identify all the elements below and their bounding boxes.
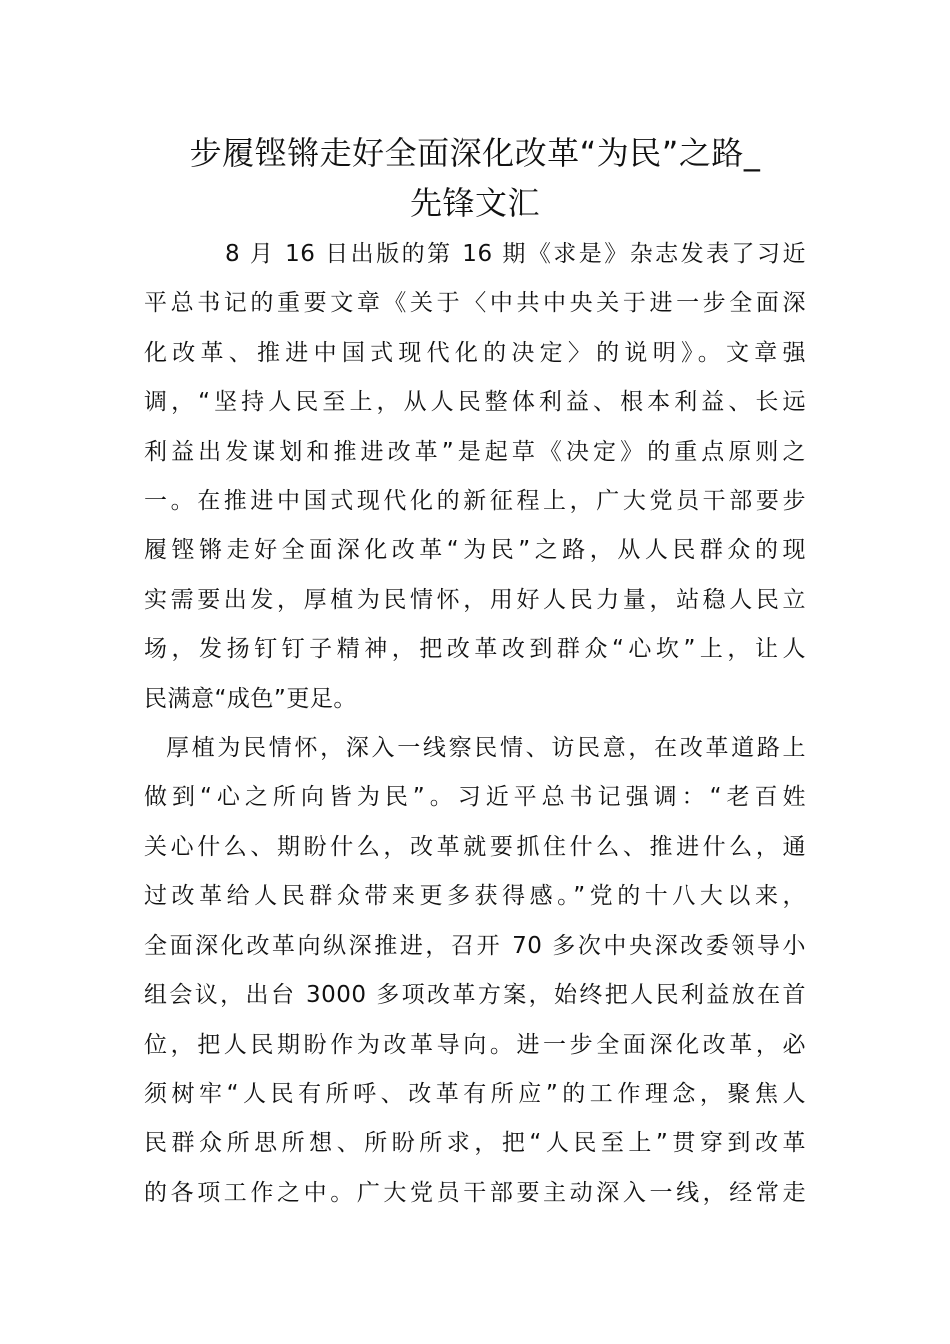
text-line: 须树牢“人民有所呼、改革有所应”的工作理念，聚焦人 xyxy=(144,1080,806,1107)
text-line: 一。在推进中国式现代化的新征程上，广大党员干部要步 xyxy=(144,488,806,515)
text-line: 8 月 16 日出版的第 16 期《求是》杂志发表了习近 xyxy=(225,241,806,267)
text-line: 民群众所思所想、所盼所求，把“人民至上”贯穿到改革 xyxy=(144,1130,806,1157)
text-line: 做到“心之所向皆为民”。习近平总书记强调：“老百姓 xyxy=(144,784,806,811)
document-body xyxy=(144,230,806,1218)
text-line: 厚植为民情怀，深入一线察民情、访民意，在改革道路上 xyxy=(166,735,806,762)
text-line: 过改革给人民群众带来更多获得感。”党的十八大以来， xyxy=(144,883,806,910)
title-line: 步履铿锵走好全面深化改革“为民”之路_ xyxy=(189,134,761,172)
text-line: 利益出发谋划和推进改革”是起草《决定》的重点原则之 xyxy=(144,438,806,465)
document-title xyxy=(120,128,830,228)
text-line: 履铿锵走好全面深化改革“为民”之路，从人民群众的现 xyxy=(144,537,806,564)
paragraph-2 xyxy=(144,724,806,1218)
text-line: 化改革、推进中国式现代化的决定〉的说明》。文章强 xyxy=(144,339,806,366)
text-line: 组会议，出台 3000 多项改革方案，始终把人民利益放在首 xyxy=(144,982,806,1009)
text-line: 实需要出发，厚植为民情怀，用好人民力量，站稳人民立 xyxy=(144,586,806,613)
text-line: 调，“坚持人民至上，从人民整体利益、根本利益、长远 xyxy=(144,389,806,416)
text-line: 平总书记的重要文章《关于〈中共中央关于进一步全面深 xyxy=(144,290,806,317)
text-line: 关心什么、期盼什么，改革就要抓住什么、推进什么，通 xyxy=(144,833,806,860)
text-line: 民满意“成色”更足。 xyxy=(144,685,357,712)
title-line: 先锋文汇 xyxy=(409,184,540,222)
text-line: 场，发扬钉钉子精神，把改革改到群众“心坎”上，让人 xyxy=(144,636,806,663)
text-line: 位，把人民期盼作为改革导向。进一步全面深化改革，必 xyxy=(144,1031,806,1058)
paragraph-1 xyxy=(144,230,806,724)
text-line: 全面深化改革向纵深推进，召开 70 多次中央深改委领导小 xyxy=(144,932,806,959)
text-line: 的各项工作之中。广大党员干部要主动深入一线，经常走 xyxy=(144,1179,806,1206)
